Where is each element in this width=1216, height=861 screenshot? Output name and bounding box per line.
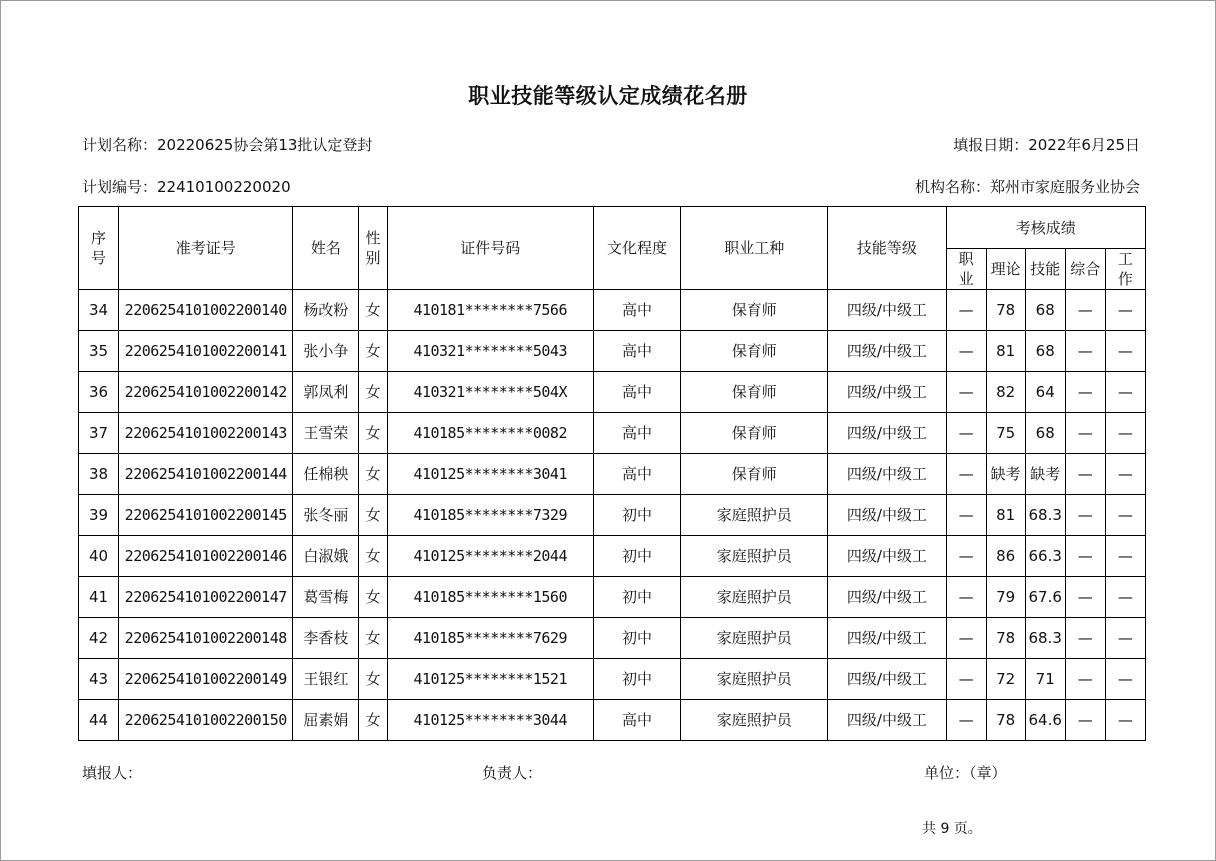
cell-exam-id: 2206254101002200145 [119,495,293,536]
cell-score-theory: 72 [986,659,1025,700]
cell-score-vocation: — [946,536,986,577]
cell-gender: 女 [359,536,387,577]
cell-gender: 女 [359,659,387,700]
cell-score-theory: 81 [986,331,1025,372]
header-gender: 性别 [359,207,387,290]
cell-occupation: 家庭照护员 [681,700,828,741]
cell-score-skill: 64 [1025,372,1065,413]
cell-seq: 41 [79,577,119,618]
cell-education: 初中 [593,659,680,700]
cell-score-theory: 78 [986,700,1025,741]
cell-seq: 42 [79,618,119,659]
cell-education: 高中 [593,413,680,454]
cell-occupation: 保育师 [681,413,828,454]
cell-id-number: 410321********504X [387,372,593,413]
cell-score-skill: 66.3 [1025,536,1065,577]
document-title: 职业技能等级认定成绩花名册 [468,84,748,108]
cell-score-vocation: — [946,331,986,372]
cell-education: 高中 [593,290,680,331]
cell-gender: 女 [359,577,387,618]
cell-score-vocation: — [946,495,986,536]
table-header [79,207,1146,290]
cell-level: 四级/中级工 [828,331,946,372]
cell-name: 白淑娥 [293,536,359,577]
cell-exam-id: 2206254101002200147 [119,577,293,618]
cell-seq: 37 [79,413,119,454]
institution-name: 机构名称：郑州市家庭服务业协会 [914,178,1140,196]
cell-gender: 女 [359,290,387,331]
header-seq: 序号 [79,207,119,290]
header-scores: 考核成绩 [946,207,1145,249]
cell-id-number: 410125********3041 [387,454,593,495]
table-row [79,700,1146,741]
cell-name: 李香枝 [293,618,359,659]
cell-name: 郭凤利 [293,372,359,413]
table-row [79,331,1146,372]
header-education: 文化程度 [593,207,680,290]
cell-level: 四级/中级工 [828,577,946,618]
header-skill-level: 技能等级 [828,207,946,290]
cell-exam-id: 2206254101002200140 [119,290,293,331]
plan-number: 计划编号：22410100220020 [82,178,291,196]
cell-level: 四级/中级工 [828,618,946,659]
cell-score-work: — [1105,372,1145,413]
cell-education: 初中 [593,536,680,577]
cell-name: 王雪荣 [293,413,359,454]
cell-education: 初中 [593,577,680,618]
cell-score-composite: — [1065,331,1105,372]
cell-score-composite: — [1065,372,1105,413]
report-date: 填报日期：2022年6月25日 [953,136,1140,154]
cell-level: 四级/中级工 [828,454,946,495]
cell-gender: 女 [359,454,387,495]
cell-score-skill: 68 [1025,331,1065,372]
cell-exam-id: 2206254101002200142 [119,372,293,413]
cell-gender: 女 [359,700,387,741]
cell-level: 四级/中级工 [828,413,946,454]
cell-gender: 女 [359,331,387,372]
cell-score-vocation: — [946,290,986,331]
cell-exam-id: 2206254101002200141 [119,331,293,372]
cell-score-vocation: — [946,700,986,741]
cell-occupation: 家庭照护员 [681,536,828,577]
header-score-skill: 技能 [1025,249,1065,290]
cell-seq: 43 [79,659,119,700]
cell-seq: 38 [79,454,119,495]
cell-score-skill: 68 [1025,290,1065,331]
cell-score-vocation: — [946,454,986,495]
cell-id-number: 410125********2044 [387,536,593,577]
cell-id-number: 410125********1521 [387,659,593,700]
cell-score-vocation: — [946,577,986,618]
cell-score-work: — [1105,618,1145,659]
cell-exam-id: 2206254101002200149 [119,659,293,700]
table-row [79,577,1146,618]
score-roster-table [78,206,1146,741]
cell-score-composite: — [1065,536,1105,577]
cell-score-theory: 78 [986,618,1025,659]
cell-exam-id: 2206254101002200150 [119,700,293,741]
cell-occupation: 保育师 [681,454,828,495]
header-exam-id: 准考证号 [119,207,293,290]
cell-occupation: 保育师 [681,290,828,331]
cell-level: 四级/中级工 [828,372,946,413]
cell-score-skill: 68 [1025,413,1065,454]
cell-id-number: 410185********0082 [387,413,593,454]
cell-gender: 女 [359,618,387,659]
cell-gender: 女 [359,372,387,413]
cell-score-skill: 71 [1025,659,1065,700]
cell-occupation: 保育师 [681,331,828,372]
cell-score-composite: — [1065,495,1105,536]
header-score-composite: 综合 [1065,249,1105,290]
cell-score-theory: 75 [986,413,1025,454]
cell-score-composite: — [1065,577,1105,618]
cell-seq: 44 [79,700,119,741]
cell-exam-id: 2206254101002200146 [119,536,293,577]
cell-score-vocation: — [946,618,986,659]
cell-score-composite: — [1065,618,1105,659]
cell-gender: 女 [359,495,387,536]
cell-level: 四级/中级工 [828,536,946,577]
table-row [79,454,1146,495]
cell-occupation: 家庭照护员 [681,495,828,536]
cell-score-composite: — [1065,290,1105,331]
cell-occupation: 家庭照护员 [681,659,828,700]
header-score-theory: 理论 [986,249,1025,290]
cell-score-skill: 64.6 [1025,700,1065,741]
cell-id-number: 410321********5043 [387,331,593,372]
cell-gender: 女 [359,413,387,454]
cell-score-composite: — [1065,700,1105,741]
cell-name: 屈素娟 [293,700,359,741]
header-occupation: 职业工种 [681,207,828,290]
cell-name: 王银红 [293,659,359,700]
cell-seq: 36 [79,372,119,413]
filler-label: 填报人： [82,764,143,782]
cell-education: 高中 [593,700,680,741]
cell-seq: 39 [79,495,119,536]
cell-score-theory: 缺考 [986,454,1025,495]
cell-level: 四级/中级工 [828,495,946,536]
cell-score-vocation: — [946,372,986,413]
cell-score-composite: — [1065,454,1105,495]
table-row [79,495,1146,536]
cell-id-number: 410185********1560 [387,577,593,618]
table-row [79,290,1146,331]
cell-name: 葛雪梅 [293,577,359,618]
cell-education: 初中 [593,495,680,536]
cell-exam-id: 2206254101002200144 [119,454,293,495]
cell-score-vocation: — [946,659,986,700]
cell-score-theory: 81 [986,495,1025,536]
cell-education: 高中 [593,372,680,413]
table-row [79,536,1146,577]
cell-id-number: 410125********3044 [387,700,593,741]
plan-name: 计划名称：20220625协会第13批认定登封 [82,136,373,154]
cell-id-number: 410185********7329 [387,495,593,536]
table-row [79,618,1146,659]
cell-level: 四级/中级工 [828,700,946,741]
cell-exam-id: 2206254101002200148 [119,618,293,659]
cell-education: 高中 [593,331,680,372]
cell-name: 任棉秧 [293,454,359,495]
cell-score-work: — [1105,454,1145,495]
cell-score-vocation: — [946,413,986,454]
cell-score-composite: — [1065,413,1105,454]
cell-occupation: 家庭照护员 [681,577,828,618]
table-body [79,290,1146,741]
cell-score-theory: 78 [986,290,1025,331]
responsible-label: 负责人： [482,764,543,782]
cell-id-number: 410185********7629 [387,618,593,659]
cell-score-work: — [1105,413,1145,454]
cell-score-work: — [1105,700,1145,741]
cell-score-work: — [1105,290,1145,331]
header-score-work: 工作 [1105,249,1145,290]
cell-id-number: 410181********7566 [387,290,593,331]
cell-score-theory: 86 [986,536,1025,577]
header-score-vocation: 职业 [946,249,986,290]
cell-education: 高中 [593,454,680,495]
cell-name: 张小争 [293,331,359,372]
table-row [79,372,1146,413]
cell-score-theory: 82 [986,372,1025,413]
cell-score-work: — [1105,331,1145,372]
cell-name: 张冬丽 [293,495,359,536]
cell-score-work: — [1105,577,1145,618]
cell-score-skill: 68.3 [1025,618,1065,659]
cell-score-skill: 67.6 [1025,577,1065,618]
cell-seq: 34 [79,290,119,331]
cell-level: 四级/中级工 [828,659,946,700]
cell-score-skill: 缺考 [1025,454,1065,495]
cell-occupation: 保育师 [681,372,828,413]
cell-score-work: — [1105,536,1145,577]
cell-seq: 40 [79,536,119,577]
cell-score-composite: — [1065,659,1105,700]
table-row [79,413,1146,454]
page-count: 共 9 页。 [922,821,982,837]
cell-score-work: — [1105,659,1145,700]
header-id-number: 证件号码 [387,207,593,290]
header-name: 姓名 [293,207,359,290]
cell-score-work: — [1105,495,1145,536]
cell-name: 杨改粉 [293,290,359,331]
cell-seq: 35 [79,331,119,372]
cell-education: 初中 [593,618,680,659]
cell-score-theory: 79 [986,577,1025,618]
table-row [79,659,1146,700]
cell-score-skill: 68.3 [1025,495,1065,536]
cell-level: 四级/中级工 [828,290,946,331]
unit-seal-label: 单位：（章） [924,764,1007,782]
cell-occupation: 家庭照护员 [681,618,828,659]
cell-exam-id: 2206254101002200143 [119,413,293,454]
